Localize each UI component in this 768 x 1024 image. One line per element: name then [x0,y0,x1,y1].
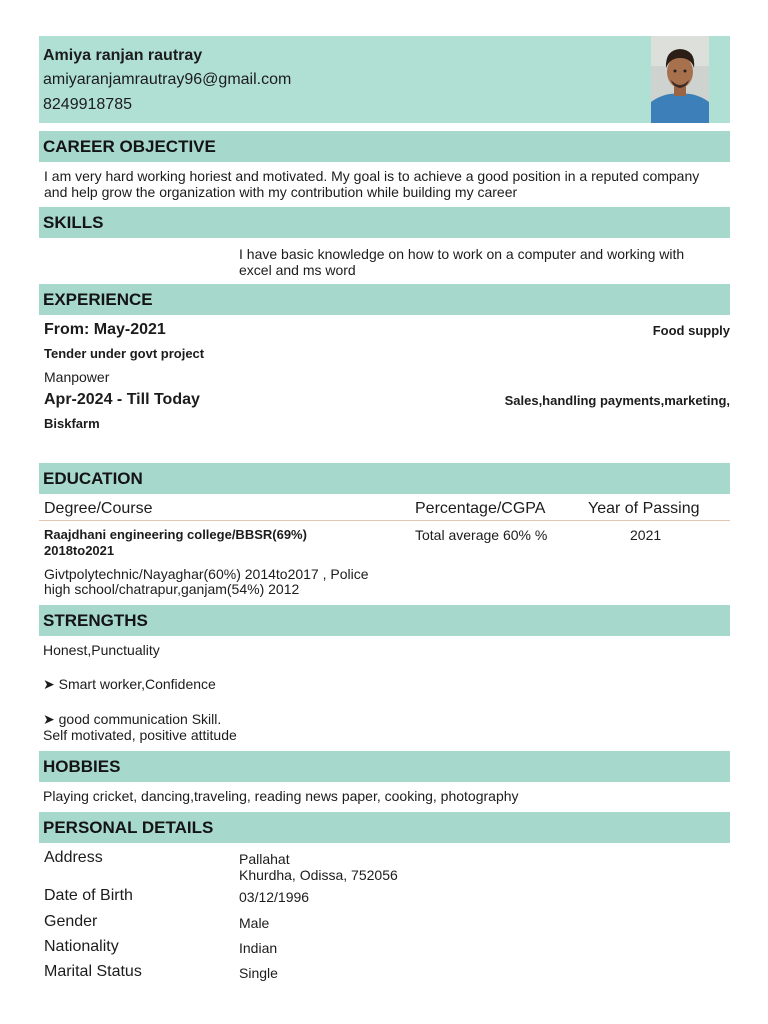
job1-period: From: May-2021 [44,321,166,338]
edu-row1-line-1: Raajdhani engineering college/BBSR(69%) [44,527,307,542]
candidate-name: Amiya ranjan rautray [43,47,203,64]
candidate-email: amiyaranjamrautray96@gmail.com [43,71,292,88]
marital-value: Single [239,965,278,981]
career-objective-line-1: I am very hard working horiest and motivated. My goal is to achieve a good position in a reputed company [44,168,700,184]
hobbies-title: HOBBIES [43,757,121,776]
edu-row1-year: 2021 [630,527,662,543]
personal-details-title: PERSONAL DETAILS [43,818,214,837]
edu-row2-line-1: Givtpolytechnic/Nayaghar(60%) 2014to2017 , Police [44,566,369,582]
dob-value: 03/12/1996 [239,889,310,905]
skills-line-1: I have basic knowledge on how to work on a computer and working with [239,246,685,262]
strength-item-2: ➤ Smart worker,Confidence [43,676,216,692]
strength-item-3: ➤ good communication Skill. [43,711,222,727]
job2-role: Sales,handling payments,marketing, [504,393,730,408]
job1-title: Tender under govt project [44,346,205,361]
strength-item-4: Self motivated, positive attitude [43,727,237,743]
personal-details-heading [39,812,730,843]
education-header-divider [39,520,730,521]
hobbies-heading [39,751,730,782]
nationality-label: Nationality [44,938,119,955]
resume-header [39,36,730,123]
job2-company: Biskfarm [44,416,100,431]
hobbies-text: Playing cricket, dancing,traveling, reading news paper, cooking, photography [43,788,519,804]
skills-heading [39,207,730,238]
strengths-heading [39,605,730,636]
col-degree-header: Degree/Course [44,500,153,517]
col-percent-header: Percentage/CGPA [415,500,546,517]
address-label: Address [44,849,103,866]
education-heading [39,463,730,494]
career-objective-title: CAREER OBJECTIVE [43,137,216,156]
experience-title: EXPERIENCE [43,290,153,309]
strengths-title: STRENGTHS [43,611,148,630]
address-line-2: Khurdha, Odissa, 752056 [239,867,398,883]
job2-period: Apr-2024 - Till Today [44,391,200,408]
skills-line-2: excel and ms word [239,262,356,278]
career-objective-heading [39,131,730,162]
profile-photo [651,36,709,123]
job1-company: Manpower [44,369,110,385]
career-objective-line-2: and help grow the organization with my contribution while building my career [44,184,518,200]
gender-value: Male [239,915,270,931]
strength-item-1: Honest,Punctuality [43,642,160,658]
gender-label: Gender [44,913,98,930]
nationality-value: Indian [239,940,278,956]
address-line-1: Pallahat [239,851,290,867]
edu-row1-line-2: 2018to2021 [44,543,115,558]
job1-role: Food supply [652,323,730,338]
skills-title: SKILLS [43,213,104,232]
candidate-phone: 8249918785 [43,96,132,113]
edu-row1-percent: Total average 60% % [415,527,548,543]
education-title: EDUCATION [43,469,143,488]
dob-label: Date of Birth [44,887,133,904]
marital-label: Marital Status [44,963,142,980]
edu-row2-line-2: high school/chatrapur,ganjam(54%) 2012 [44,581,300,597]
col-year-header: Year of Passing [588,500,700,517]
experience-heading [39,284,730,315]
